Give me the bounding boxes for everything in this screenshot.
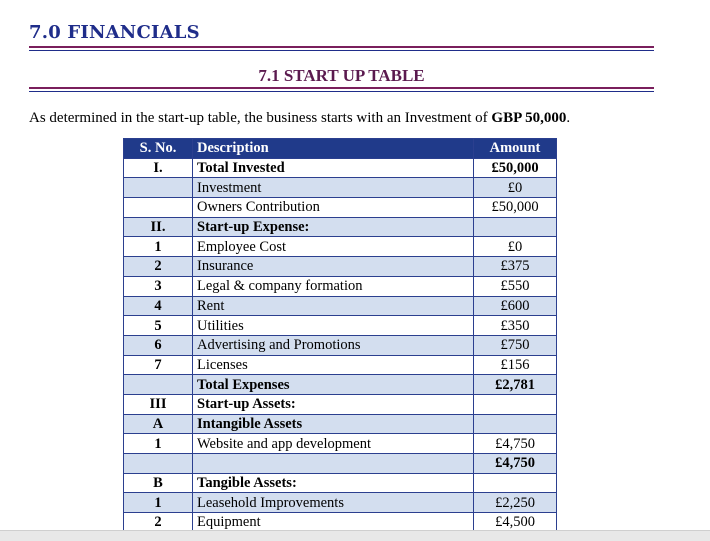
table-row [124, 237, 557, 257]
row-description: Intangible Assets [193, 414, 474, 434]
row-amount: £375 [474, 257, 557, 277]
row-sno: A [124, 414, 193, 434]
row-amount: £4,500 [474, 513, 557, 533]
row-amount: £0 [474, 237, 557, 257]
row-description: Website and app development [193, 434, 474, 454]
row-amount: £156 [474, 355, 557, 375]
row-description: Advertising and Promotions [193, 335, 474, 355]
row-description: Start-up Expense: [193, 217, 474, 237]
row-sno: 2 [124, 257, 193, 277]
row-amount: £600 [474, 296, 557, 316]
row-sno [124, 178, 193, 198]
table-row [124, 158, 557, 178]
row-description: Licenses [193, 355, 474, 375]
horizontal-scrollbar[interactable] [0, 530, 710, 541]
table-row [124, 434, 557, 454]
table-row [124, 198, 557, 218]
row-amount: £50,000 [474, 198, 557, 218]
intro-paragraph [29, 110, 570, 127]
header-description: Description [193, 139, 474, 159]
header-sno: S. No. [124, 139, 193, 159]
row-sno: 2 [124, 513, 193, 533]
row-description: Investment [193, 178, 474, 198]
row-description: Utilities [193, 316, 474, 336]
row-sno: 6 [124, 335, 193, 355]
subsection-heading: 7.1 START UP TABLE [258, 66, 425, 85]
intro-investment-amount: GBP 50,000 [491, 110, 567, 126]
subheading-rule-bottom [29, 91, 654, 92]
table-row [124, 335, 557, 355]
intro-end: . [566, 110, 571, 126]
row-description: Equipment [193, 513, 474, 533]
row-amount: £350 [474, 316, 557, 336]
row-sno: II. [124, 217, 193, 237]
row-amount: £50,000 [474, 158, 557, 178]
row-amount [474, 217, 557, 237]
table-row [124, 276, 557, 296]
row-amount: £2,781 [474, 375, 557, 395]
row-description: Rent [193, 296, 474, 316]
table-header-row [124, 139, 557, 159]
row-description: Legal & company formation [193, 276, 474, 296]
table-row [124, 217, 557, 237]
row-sno: 1 [124, 237, 193, 257]
table-row [124, 296, 557, 316]
table-row [124, 454, 557, 474]
row-sno: B [124, 473, 193, 493]
table-row [124, 414, 557, 434]
row-sno: III [124, 394, 193, 414]
row-description: Total Invested [193, 158, 474, 178]
row-amount: £550 [474, 276, 557, 296]
row-description: Total Expenses [193, 375, 474, 395]
row-description: Leasehold Improvements [193, 493, 474, 513]
row-sno: I. [124, 158, 193, 178]
heading-rule-bottom [29, 50, 654, 51]
row-description: Insurance [193, 257, 474, 277]
row-description [193, 454, 474, 474]
row-amount: £0 [474, 178, 557, 198]
row-description: Tangible Assets: [193, 473, 474, 493]
row-amount: £4,750 [474, 454, 557, 474]
row-description: Owners Contribution [193, 198, 474, 218]
subheading-rule-top [29, 87, 654, 89]
row-sno [124, 375, 193, 395]
table-row [124, 493, 557, 513]
row-sno: 3 [124, 276, 193, 296]
table-row [124, 316, 557, 336]
table-row [124, 394, 557, 414]
table-row [124, 355, 557, 375]
row-sno: 4 [124, 296, 193, 316]
table-row [124, 257, 557, 277]
table-row [124, 473, 557, 493]
startup-table [123, 138, 557, 533]
row-amount [474, 394, 557, 414]
row-amount [474, 473, 557, 493]
row-description: Start-up Assets: [193, 394, 474, 414]
table-row [124, 178, 557, 198]
row-sno: 7 [124, 355, 193, 375]
header-amount: Amount [474, 139, 557, 159]
row-amount: £4,750 [474, 434, 557, 454]
row-sno: 5 [124, 316, 193, 336]
row-amount: £750 [474, 335, 557, 355]
intro-text: As determined in the start-up table, the business starts with an Investment of [29, 110, 492, 126]
row-sno [124, 198, 193, 218]
row-sno: 1 [124, 493, 193, 513]
section-heading: 7.0 FINANCIALS [29, 22, 200, 43]
row-amount [474, 414, 557, 434]
row-amount: £2,250 [474, 493, 557, 513]
row-description: Employee Cost [193, 237, 474, 257]
row-sno: 1 [124, 434, 193, 454]
table-row [124, 375, 557, 395]
row-sno [124, 454, 193, 474]
heading-rule-top [29, 46, 654, 48]
